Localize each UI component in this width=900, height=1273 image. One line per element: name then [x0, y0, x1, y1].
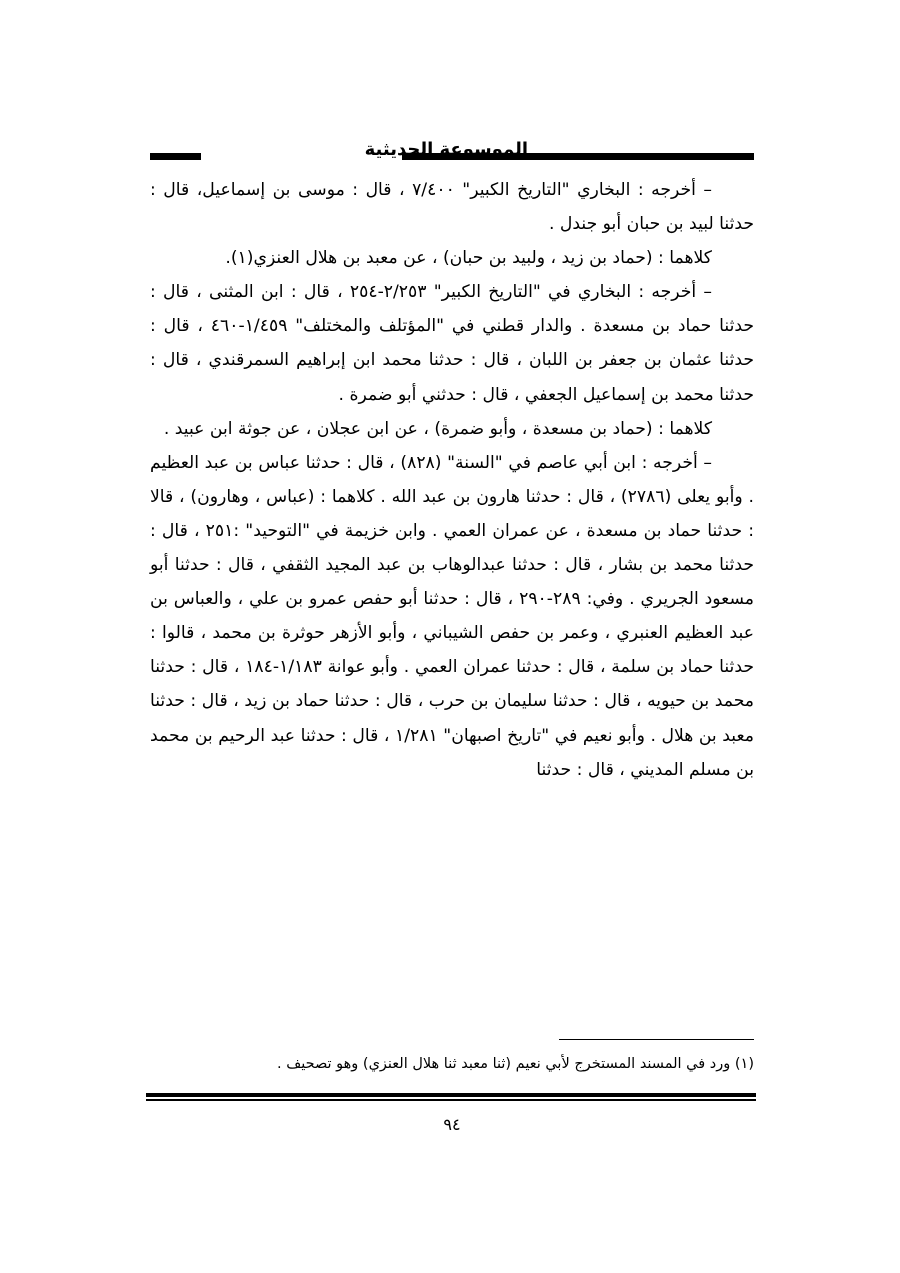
header-rule-short	[150, 153, 201, 160]
paragraph-2: كلاهما : (حماد بن زيد ، ولبيد بن حبان) ، عن معبد بن هلال العنزي(١).	[225, 248, 712, 269]
paragraph-5: – أخرجه : ابن أبي عاصم في "السنة" (٨٢٨) ، قال : حدثنا عباس بن عبد العظيم . وأبو يعلى (٢٧٨٦) ، قال : حدثنا هارون بن عبد الله . كلاهما : (عباس ، وهارون) ، قالا : حدثنا حماد بن مسعدة ، عن عمران العمي . وابن خزيمة في "التوحيد" :٢٥١ ، قال : حدثنا محمد بن بشار ، قال : حدثنا عبدالوهاب بن عبد المجيد الثقفي ، قال : حدثنا أبو مسعود الجريري . وفي: ٢٨٩-٢٩٠ ، قال : حدثنا أبو حفص عمرو بن علي ، والعباس بن عبد العظيم العنبري ، وعمر بن حفص الشيباني ، وأبو الأزهر حوثرة بن محمد ، قالوا : حدثنا حماد بن سلمة ، قال : حدثنا عمران العمي . وأبو عوانة ١/١٨٣-١٨٤ ، قال : حدثنا محمد بن حيويه ، قال : حدثنا سليمان بن حرب ، قال : حدثنا حماد بن زيد ، قال : حدثنا معبد بن هلال . وأبو نعيم في "تاريخ اصبهان" ١/٢٨١ ، قال : حدثنا عبد الرحيم بن محمد بن مسلم المديني ، قال : حدثنا	[150, 452, 755, 780]
paragraph-1: – أخرجه : البخاري "التاريخ الكبير" ٧/٤٠٠ ، قال : موسى بن إسماعيل، قال : حدثنا لبيد بن حبان أبو جندل .	[150, 180, 754, 235]
book-page	[150, 135, 754, 1175]
main-text	[150, 173, 754, 787]
header-title: الموسوعة الحديثية	[364, 139, 528, 160]
paragraph-4: كلاهما : (حماد بن مسعدة ، وأبو ضمرة) ، عن ابن عجلان ، عن جوثة ابن عبيد .	[163, 418, 712, 439]
running-header	[150, 139, 754, 173]
footnote: (١) ورد في المسند المستخرج لأبي نعيم (ثنا معبد ثنا هلال العنزي) وهو تصحيف .	[276, 1056, 754, 1072]
footnote-separator	[559, 1039, 754, 1040]
page-number: ٩٤	[443, 1115, 461, 1134]
footer-rule	[146, 1093, 756, 1101]
paragraph-3: – أخرجه : البخاري في "التاريخ الكبير" ٢/٢٥٣-٢٥٤ ، قال : ابن المثنى ، قال : حدثنا حماد بن مسعدة . والدار قطني في "المؤتلف والمختلف" ١/٤٥٩-٤٦٠ ، قال : حدثنا عثمان بن جعفر بن اللبان ، قال : حدثنا محمد ابن إبراهيم السمرقندي ، قال : حدثنا محمد بن إسماعيل الجعفي ، قال : حدثني أبو ضمرة .	[150, 282, 754, 405]
